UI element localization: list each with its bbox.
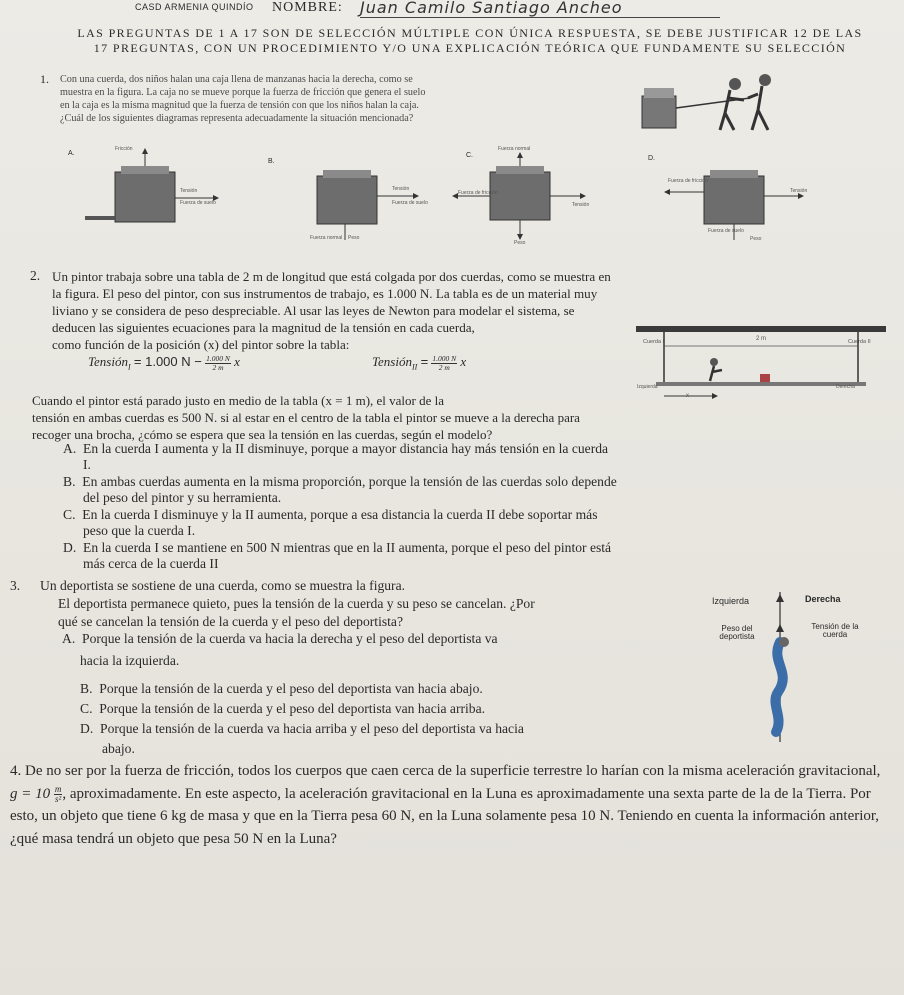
- fig3-right-label: Derecha: [805, 594, 841, 604]
- name-label: NOMBRE:: [272, 0, 343, 15]
- diagram-c-label: Fuerza de fricción: [458, 190, 498, 196]
- q3-option-c[interactable]: [80, 701, 730, 717]
- q1-line: ¿Cuál de los siguientes diagramas representa adecuadamente la situación mencionada?: [60, 113, 414, 124]
- diagram-d-label: Fuerza de suelo: [708, 228, 744, 234]
- q2-line: la figura. El peso del pintor, con sus instrumentos de trabajo, es 1.000 N. La tabla es de un material muy: [52, 286, 598, 301]
- diagram-d-label: Fuerza de fricción: [668, 178, 708, 184]
- option-text: En la cuerda I se mantiene en 500 N mientras que en la II aumenta, porque el peso del pintor está: [83, 540, 612, 555]
- diagram-d: [660, 162, 810, 247]
- q1-line: muestra en la figura. La caja no se mueve porque la fuerza de fricción que genera el suelo: [60, 87, 426, 98]
- option-text: Porque la tensión de la cuerda y el peso del deportista van hacia arriba.: [99, 701, 486, 716]
- diagram-d-label: Peso: [750, 236, 762, 242]
- diagram-c-letter: C.: [466, 152, 473, 159]
- rope-i-label: Cuerda I: [643, 339, 665, 345]
- diagram-c-label: Peso: [514, 240, 526, 246]
- option-text: Porque la tensión de la cuerda va hacia la derecha y el peso del deportista va: [82, 631, 498, 646]
- option-letter: B.: [63, 474, 76, 489]
- q3-text: [40, 577, 680, 631]
- option-letter: C.: [80, 701, 93, 716]
- diagram-b-label: Fuerza normal: [310, 235, 343, 241]
- left-label: Izquierda: [637, 384, 658, 390]
- diagram-b-label: Tensión: [392, 186, 410, 192]
- diagram-c-label: Fuerza normal: [498, 146, 531, 152]
- climber-figure: [762, 592, 802, 742]
- diagram-b-letter: B.: [268, 158, 275, 165]
- eq-sub: I: [127, 362, 131, 372]
- school-header: CASD ARMENIA QUINDÍO: [135, 2, 254, 12]
- equation-tension-i: [88, 354, 240, 372]
- q4-formula: g = 10: [10, 785, 51, 802]
- eq-lhs: Tensión: [88, 354, 128, 369]
- fig3-weight-label: Peso del deportista: [719, 624, 755, 641]
- q2-line: liviano y se considera de peso despreciable. Al usar las leyes de Newton para modelar el sistema, se: [52, 303, 575, 318]
- q2-number: 2.: [30, 268, 41, 283]
- q2-line: deducen las siguientes ecuaciones para la magnitud de la tensión en cada cuerda,: [52, 320, 475, 335]
- fig3-left-label: Izquierda: [712, 596, 750, 606]
- frac-den: s²: [55, 793, 62, 804]
- equation-tension-ii: [372, 354, 466, 372]
- option-text: del peso del pintor y su herramienta.: [83, 490, 282, 505]
- eq-var: x: [460, 354, 467, 369]
- option-letter: A.: [63, 441, 77, 456]
- diagram-a: [85, 148, 235, 243]
- option-text: En la cuerda I aumenta y la II disminuye, porque a mayor distancia hay más tensión en la cuerda: [83, 441, 609, 456]
- q2-option-b[interactable]: [63, 474, 893, 506]
- option-text: hacia la izquierda.: [80, 653, 180, 668]
- x-label: x: [686, 393, 689, 399]
- frac-den: 2 m: [438, 362, 450, 372]
- frac-num: 1.000 N: [206, 353, 230, 363]
- q3-number: 3.: [10, 578, 21, 593]
- diagram-a-label: Fricción: [115, 146, 133, 152]
- diagram-b-label: Peso: [348, 235, 360, 241]
- q4-number: 4.: [10, 763, 22, 779]
- option-text: En ambas cuerdas aumenta en la misma proporción, porque la tensión de las cuerdas solo depende: [82, 474, 617, 489]
- eq-mid: =: [420, 354, 429, 369]
- option-text: abajo.: [102, 741, 135, 756]
- option-text: En la cuerda I disminuye y la II aumenta, porque a esa distancia la cuerda II debe soportar más: [82, 507, 598, 522]
- q3-option-d[interactable]: [80, 721, 730, 757]
- fig3-tension-label: Tensión de la cuerda: [811, 622, 859, 639]
- q4-text-a: De no ser por la fuerza de fricción, todos los cuerpos que caen cerca de la superficie terrestre lo harían con la misma aceleración gravitacional,: [25, 763, 881, 779]
- q1-text: [60, 73, 640, 125]
- q4-text-b: , aproximadamente. En este aspecto, la aceleración gravitacional en la Luna es aproximadamente una sexta parte de la de la Tierra. Por esto, un objeto que tiene 6 kg de masa y que en la Tierra pesa 60 N, en la Luna solamente pesa 10 N. Teniendo en cuenta la información anterior, ¿qué masa tendrá un objeto que pesa 50 N en la Luna?: [10, 785, 880, 847]
- eq-sub: II: [411, 362, 418, 372]
- diagram-a-label: Fuerza de suelo: [180, 200, 216, 206]
- q2-line: tensión en ambas cuerdas es 500 N. si al estar en el centro de la tabla el pintor se mueve a la derecha para: [32, 410, 580, 425]
- option-letter: D.: [80, 721, 94, 736]
- option-letter: C.: [63, 507, 76, 522]
- diagram-a-label: Tensión: [180, 188, 198, 194]
- diagram-b-label: Fuerza de suelo: [392, 200, 428, 206]
- option-text: Porque la tensión de la cuerda y el peso del deportista van hacia abajo.: [99, 681, 483, 696]
- diagram-d-letter: D.: [648, 155, 655, 162]
- option-text: Porque la tensión de la cuerda va hacia arriba y el peso del deportista va hacia: [100, 721, 524, 736]
- frac-num: 1.000 N: [432, 353, 457, 363]
- q3-line: Un deportista se sostiene de una cuerda, como se muestra la figura.: [40, 578, 406, 593]
- eq-fraction: [431, 355, 457, 372]
- q2-option-c[interactable]: [63, 507, 893, 539]
- frac-num: m: [54, 783, 62, 794]
- q2-line: Un pintor trabaja sobre una tabla de 2 m de longitud que está colgada por dos cuerdas, como se muestra en: [52, 269, 611, 284]
- diagram-c: [450, 150, 590, 250]
- q1-number: 1.: [40, 72, 49, 86]
- q3-line: qué se cancelan la tensión de la cuerda y el peso del deportista?: [58, 614, 403, 629]
- option-text: más cerca de la cuerda II: [83, 556, 219, 571]
- eq-fraction: [205, 355, 231, 372]
- diagram-a-letter: A.: [68, 150, 75, 157]
- q1-line: en la caja es la misma magnitud que la fuerza de tensión con que los niños halan la caja.: [60, 100, 419, 111]
- option-letter: B.: [80, 681, 93, 696]
- right-label: Derecha: [836, 384, 855, 390]
- frac-den: 2 m: [212, 362, 224, 372]
- eq-var: x: [234, 354, 240, 369]
- q4-text: [10, 760, 890, 850]
- q3-option-b[interactable]: [80, 681, 730, 697]
- q1-line: Con una cuerda, dos niños halan una caja llena de manzanas hacia la derecha, como se: [60, 74, 413, 85]
- student-name: Juan Camilo Santiago Ancheo: [360, 0, 720, 18]
- option-text: I.: [83, 457, 91, 472]
- option-text: peso que la cuerda I.: [83, 523, 196, 538]
- q2-option-d[interactable]: [63, 540, 893, 572]
- rope-ii-label: Cuerda II: [848, 339, 871, 345]
- diagram-d-label: Tensión: [790, 188, 808, 194]
- option-letter: A.: [62, 631, 76, 646]
- children-pulling-illustration: [640, 68, 790, 138]
- q2-option-a[interactable]: [63, 441, 893, 473]
- option-letter: D.: [63, 540, 77, 555]
- instructions: LAS PREGUNTAS DE 1 A 17 SON DE SELECCIÓN MÚLTIPLE CON ÚNICA RESPUESTA, SE DEBE JUSTIFICAR 12 DE LAS 17 PREGUNTAS, CON UN PROCEDIMIENTO Y/O UNA EXPLICACIÓN TEÓRICA QUE FUNDAMENTE SU SELECCIÓN: [77, 26, 863, 55]
- eq-lhs: Tensión: [372, 354, 412, 369]
- diagram-c-label: Tensión: [572, 202, 590, 208]
- q2-text-continued: [32, 392, 892, 443]
- q2-line: recoger una brocha, ¿cómo se espera que sea la tensión en las cuerdas, según el modelo?: [32, 427, 493, 442]
- length-label: 2 m: [756, 336, 767, 342]
- q2-line: como función de la posición (x) del pintor sobre la tabla:: [52, 337, 350, 352]
- q3-line: El deportista permanece quieto, pues la tensión de la cuerda y su peso se cancelan. ¿Por: [58, 596, 535, 611]
- eq-mid: = 1.000 N −: [133, 354, 202, 369]
- q2-line: Cuando el pintor está parado justo en medio de la tabla (x = 1 m), el valor de la: [32, 393, 445, 408]
- q3-option-a[interactable]: [62, 631, 712, 669]
